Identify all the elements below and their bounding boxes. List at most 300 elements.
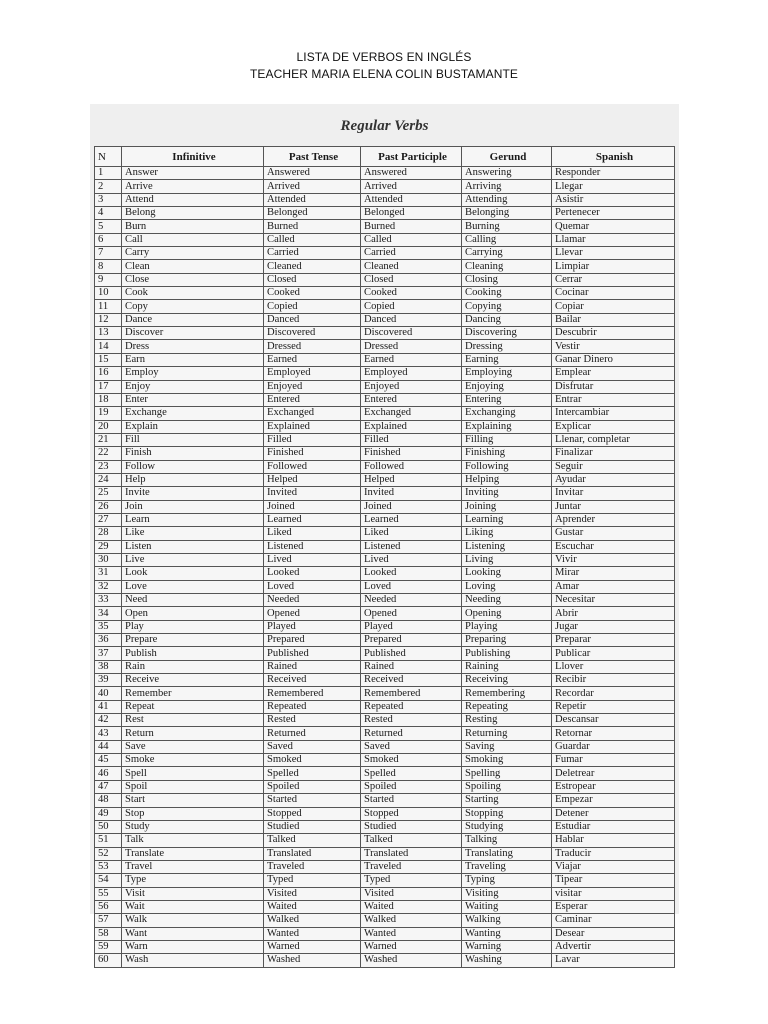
table-row (95, 473, 675, 486)
cell-past-tense: Called (264, 233, 361, 246)
table-row (95, 513, 675, 526)
cell-number: 39 (95, 674, 122, 687)
table-row (95, 353, 675, 366)
cell-number: 14 (95, 340, 122, 353)
cell-gerund: Dressing (462, 340, 552, 353)
table-row (95, 233, 675, 246)
table-row (95, 954, 675, 967)
cell-spanish: Necesitar (552, 594, 675, 607)
cell-past-participle: Belonged (361, 207, 462, 220)
cell-number: 40 (95, 687, 122, 700)
cell-gerund: Walking (462, 914, 552, 927)
cell-past-tense: Typed (264, 874, 361, 887)
cell-gerund: Earning (462, 353, 552, 366)
cell-infinitive: Burn (122, 220, 264, 233)
cell-infinitive: Rest (122, 714, 264, 727)
cell-infinitive: Close (122, 273, 264, 286)
cell-spanish: Jugar (552, 620, 675, 633)
cell-infinitive: Learn (122, 513, 264, 526)
cell-spanish: Seguir (552, 460, 675, 473)
cell-number: 51 (95, 834, 122, 847)
table-row (95, 460, 675, 473)
cell-past-tense: Danced (264, 313, 361, 326)
cell-past-tense: Prepared (264, 634, 361, 647)
cell-infinitive: Walk (122, 914, 264, 927)
table-row (95, 767, 675, 780)
cell-number: 16 (95, 367, 122, 380)
cell-infinitive: Belong (122, 207, 264, 220)
cell-past-participle: Arrived (361, 180, 462, 193)
table-row (95, 407, 675, 420)
cell-infinitive: Play (122, 620, 264, 633)
cell-infinitive: Live (122, 553, 264, 566)
cell-spanish: Mirar (552, 567, 675, 580)
cell-past-tense: Burned (264, 220, 361, 233)
cell-gerund: Waiting (462, 900, 552, 913)
table-row (95, 220, 675, 233)
cell-gerund: Finishing (462, 447, 552, 460)
cell-infinitive: Spell (122, 767, 264, 780)
cell-past-tense: Visited (264, 887, 361, 900)
table-row (95, 634, 675, 647)
cell-number: 50 (95, 820, 122, 833)
cell-past-tense: Joined (264, 500, 361, 513)
cell-gerund: Belonging (462, 207, 552, 220)
cell-past-participle: Copied (361, 300, 462, 313)
cell-gerund: Answering (462, 167, 552, 180)
column-header-infinitive: Infinitive (122, 147, 264, 167)
cell-spanish: Limpiar (552, 260, 675, 273)
cell-spanish: Llenar, completar (552, 433, 675, 446)
cell-infinitive: Join (122, 500, 264, 513)
cell-past-participle: Carried (361, 247, 462, 260)
cell-past-tense: Spelled (264, 767, 361, 780)
table-row (95, 487, 675, 500)
cell-number: 54 (95, 874, 122, 887)
cell-spanish: Abrir (552, 607, 675, 620)
cell-spanish: Copiar (552, 300, 675, 313)
cell-gerund: Looking (462, 567, 552, 580)
cell-infinitive: Fill (122, 433, 264, 446)
cell-number: 30 (95, 553, 122, 566)
table-row (95, 433, 675, 446)
cell-number: 33 (95, 594, 122, 607)
cell-gerund: Wanting (462, 927, 552, 940)
cell-spanish: Pertenecer (552, 207, 675, 220)
cell-spanish: Amar (552, 580, 675, 593)
cell-gerund: Dancing (462, 313, 552, 326)
cell-past-participle: Followed (361, 460, 462, 473)
table-header-row (95, 147, 675, 167)
cell-gerund: Visiting (462, 887, 552, 900)
cell-gerund: Smoking (462, 754, 552, 767)
cell-gerund: Carrying (462, 247, 552, 260)
cell-spanish: Lavar (552, 954, 675, 967)
cell-infinitive: Prepare (122, 634, 264, 647)
cell-spanish: Emplear (552, 367, 675, 380)
cell-gerund: Spoiling (462, 780, 552, 793)
cell-number: 53 (95, 860, 122, 873)
cell-past-participle: Repeated (361, 700, 462, 713)
cell-past-tense: Smoked (264, 754, 361, 767)
cell-infinitive: Help (122, 473, 264, 486)
cell-spanish: Cocinar (552, 287, 675, 300)
cell-gerund: Liking (462, 527, 552, 540)
cell-past-participle: Walked (361, 914, 462, 927)
cell-past-tense: Enjoyed (264, 380, 361, 393)
cell-number: 38 (95, 660, 122, 673)
cell-number: 21 (95, 433, 122, 446)
cell-past-tense: Looked (264, 567, 361, 580)
cell-spanish: Esperar (552, 900, 675, 913)
table-row (95, 580, 675, 593)
cell-gerund: Attending (462, 193, 552, 206)
cell-gerund: Entering (462, 393, 552, 406)
cell-past-participle: Earned (361, 353, 462, 366)
cell-past-tense: Employed (264, 367, 361, 380)
cell-infinitive: Listen (122, 540, 264, 553)
table-row (95, 380, 675, 393)
cell-past-tense: Loved (264, 580, 361, 593)
cell-infinitive: Dance (122, 313, 264, 326)
table-row (95, 820, 675, 833)
cell-spanish: Bailar (552, 313, 675, 326)
cell-spanish: Escuchar (552, 540, 675, 553)
cell-past-participle: Needed (361, 594, 462, 607)
cell-number: 48 (95, 794, 122, 807)
cell-number: 4 (95, 207, 122, 220)
cell-infinitive: Look (122, 567, 264, 580)
cell-infinitive: Clean (122, 260, 264, 273)
cell-number: 19 (95, 407, 122, 420)
cell-number: 47 (95, 780, 122, 793)
cell-infinitive: Publish (122, 647, 264, 660)
cell-number: 25 (95, 487, 122, 500)
cell-past-tense: Dressed (264, 340, 361, 353)
cell-spanish: Llevar (552, 247, 675, 260)
cell-number: 3 (95, 193, 122, 206)
cell-infinitive: Repeat (122, 700, 264, 713)
cell-number: 60 (95, 954, 122, 967)
table-row (95, 714, 675, 727)
cell-number: 27 (95, 513, 122, 526)
cell-spanish: Quemar (552, 220, 675, 233)
column-header-past-tense: Past Tense (264, 147, 361, 167)
cell-past-participle: Discovered (361, 327, 462, 340)
cell-past-tense: Learned (264, 513, 361, 526)
cell-past-tense: Entered (264, 393, 361, 406)
cell-infinitive: Study (122, 820, 264, 833)
cell-past-participle: Remembered (361, 687, 462, 700)
cell-past-participle: Attended (361, 193, 462, 206)
cell-infinitive: Attend (122, 193, 264, 206)
cell-spanish: Cerrar (552, 273, 675, 286)
cell-number: 7 (95, 247, 122, 260)
cell-past-participle: Explained (361, 420, 462, 433)
cell-number: 8 (95, 260, 122, 273)
cell-past-participle: Washed (361, 954, 462, 967)
cell-past-participle: Invited (361, 487, 462, 500)
cell-gerund: Warning (462, 940, 552, 953)
table-row (95, 313, 675, 326)
cell-past-participle: Learned (361, 513, 462, 526)
cell-spanish: Explicar (552, 420, 675, 433)
cell-past-participle: Looked (361, 567, 462, 580)
cell-number: 43 (95, 727, 122, 740)
cell-number: 37 (95, 647, 122, 660)
cell-spanish: Retornar (552, 727, 675, 740)
cell-infinitive: Type (122, 874, 264, 887)
table-row (95, 180, 675, 193)
table-row (95, 927, 675, 940)
cell-gerund: Playing (462, 620, 552, 633)
cell-number: 6 (95, 233, 122, 246)
table-row (95, 367, 675, 380)
cell-gerund: Saving (462, 740, 552, 753)
cell-number: 22 (95, 447, 122, 460)
cell-past-tense: Exchanged (264, 407, 361, 420)
cell-gerund: Starting (462, 794, 552, 807)
cell-number: 24 (95, 473, 122, 486)
table-row (95, 540, 675, 553)
table-row (95, 647, 675, 660)
cell-gerund: Preparing (462, 634, 552, 647)
table-row (95, 687, 675, 700)
cell-past-participle: Received (361, 674, 462, 687)
cell-spanish: Tipear (552, 874, 675, 887)
cell-past-participle: Spelled (361, 767, 462, 780)
table-row (95, 887, 675, 900)
cell-past-tense: Listened (264, 540, 361, 553)
cell-gerund: Publishing (462, 647, 552, 660)
cell-past-participle: Started (361, 794, 462, 807)
cell-past-tense: Earned (264, 353, 361, 366)
cell-past-participle: Returned (361, 727, 462, 740)
cell-gerund: Copying (462, 300, 552, 313)
table-row (95, 660, 675, 673)
table-row (95, 567, 675, 580)
table-row (95, 847, 675, 860)
cell-number: 18 (95, 393, 122, 406)
cell-past-participle: Burned (361, 220, 462, 233)
cell-past-tense: Translated (264, 847, 361, 860)
cell-gerund: Repeating (462, 700, 552, 713)
cell-past-tense: Helped (264, 473, 361, 486)
table-row (95, 914, 675, 927)
cell-spanish: Advertir (552, 940, 675, 953)
table-row (95, 340, 675, 353)
cell-spanish: Publicar (552, 647, 675, 660)
cell-past-tense: Belonged (264, 207, 361, 220)
cell-infinitive: Finish (122, 447, 264, 460)
cell-past-tense: Washed (264, 954, 361, 967)
cell-infinitive: Warn (122, 940, 264, 953)
cell-past-participle: Helped (361, 473, 462, 486)
cell-spanish: Preparar (552, 634, 675, 647)
cell-spanish: Ayudar (552, 473, 675, 486)
cell-spanish: Traducir (552, 847, 675, 860)
cell-past-participle: Waited (361, 900, 462, 913)
cell-past-participle: Spoiled (361, 780, 462, 793)
cell-infinitive: Travel (122, 860, 264, 873)
cell-spanish: Entrar (552, 393, 675, 406)
cell-spanish: Guardar (552, 740, 675, 753)
cell-spanish: Asistir (552, 193, 675, 206)
cell-infinitive: Receive (122, 674, 264, 687)
cell-infinitive: Wait (122, 900, 264, 913)
cell-number: 11 (95, 300, 122, 313)
cell-gerund: Helping (462, 473, 552, 486)
table-row (95, 287, 675, 300)
cell-past-tense: Traveled (264, 860, 361, 873)
cell-gerund: Traveling (462, 860, 552, 873)
cell-past-tense: Repeated (264, 700, 361, 713)
cell-number: 42 (95, 714, 122, 727)
cell-spanish: Vivir (552, 553, 675, 566)
cell-gerund: Typing (462, 874, 552, 887)
cell-number: 46 (95, 767, 122, 780)
cell-spanish: Recibir (552, 674, 675, 687)
cell-spanish: Finalizar (552, 447, 675, 460)
table-row (95, 794, 675, 807)
cell-spanish: Deletrear (552, 767, 675, 780)
regular-verbs-table (94, 146, 675, 968)
table-row (95, 260, 675, 273)
cell-past-participle: Typed (361, 874, 462, 887)
cell-spanish: Invitar (552, 487, 675, 500)
cell-past-tense: Discovered (264, 327, 361, 340)
document-header (0, 0, 768, 83)
cell-number: 52 (95, 847, 122, 860)
table-row (95, 807, 675, 820)
cell-gerund: Exchanging (462, 407, 552, 420)
table-row (95, 447, 675, 460)
cell-infinitive: Smoke (122, 754, 264, 767)
table-row (95, 594, 675, 607)
cell-gerund: Returning (462, 727, 552, 740)
cell-spanish: visitar (552, 887, 675, 900)
cell-infinitive: Rain (122, 660, 264, 673)
cell-past-participle: Employed (361, 367, 462, 380)
cell-past-tense: Started (264, 794, 361, 807)
cell-number: 35 (95, 620, 122, 633)
cell-spanish: Juntar (552, 500, 675, 513)
cell-past-participle: Danced (361, 313, 462, 326)
cell-past-tense: Wanted (264, 927, 361, 940)
cell-past-participle: Saved (361, 740, 462, 753)
cell-gerund: Cleaning (462, 260, 552, 273)
cell-number: 28 (95, 527, 122, 540)
cell-spanish: Llegar (552, 180, 675, 193)
cell-infinitive: Earn (122, 353, 264, 366)
cell-spanish: Aprender (552, 513, 675, 526)
cell-infinitive: Employ (122, 367, 264, 380)
cell-gerund: Employing (462, 367, 552, 380)
table-row (95, 620, 675, 633)
regular-verbs-image (90, 104, 679, 966)
table-row (95, 500, 675, 513)
cell-infinitive: Want (122, 927, 264, 940)
cell-past-participle: Wanted (361, 927, 462, 940)
table-row (95, 247, 675, 260)
cell-past-tense: Played (264, 620, 361, 633)
cell-spanish: Repetir (552, 700, 675, 713)
cell-gerund: Closing (462, 273, 552, 286)
cell-past-participle: Visited (361, 887, 462, 900)
table-row (95, 754, 675, 767)
cell-infinitive: Stop (122, 807, 264, 820)
cell-past-tense: Finished (264, 447, 361, 460)
cell-infinitive: Like (122, 527, 264, 540)
cell-infinitive: Dress (122, 340, 264, 353)
cell-spanish: Vestir (552, 340, 675, 353)
cell-past-tense: Cleaned (264, 260, 361, 273)
cell-spanish: Recordar (552, 687, 675, 700)
cell-past-tense: Waited (264, 900, 361, 913)
cell-past-participle: Prepared (361, 634, 462, 647)
cell-past-participle: Studied (361, 820, 462, 833)
cell-gerund: Cooking (462, 287, 552, 300)
cell-past-participle: Enjoyed (361, 380, 462, 393)
cell-gerund: Studying (462, 820, 552, 833)
cell-infinitive: Copy (122, 300, 264, 313)
cell-number: 12 (95, 313, 122, 326)
cell-past-participle: Finished (361, 447, 462, 460)
cell-past-participle: Cooked (361, 287, 462, 300)
cell-infinitive: Spoil (122, 780, 264, 793)
cell-gerund: Discovering (462, 327, 552, 340)
cell-infinitive: Cook (122, 287, 264, 300)
cell-infinitive: Start (122, 794, 264, 807)
cell-gerund: Living (462, 553, 552, 566)
cell-number: 29 (95, 540, 122, 553)
cell-past-participle: Published (361, 647, 462, 660)
cell-infinitive: Need (122, 594, 264, 607)
cell-number: 17 (95, 380, 122, 393)
cell-past-tense: Received (264, 674, 361, 687)
cell-number: 9 (95, 273, 122, 286)
cell-gerund: Joining (462, 500, 552, 513)
cell-infinitive: Translate (122, 847, 264, 860)
cell-spanish: Caminar (552, 914, 675, 927)
cell-past-participle: Dressed (361, 340, 462, 353)
cell-number: 56 (95, 900, 122, 913)
cell-spanish: Estudiar (552, 820, 675, 833)
cell-past-tense: Copied (264, 300, 361, 313)
cell-past-tense: Returned (264, 727, 361, 740)
cell-number: 15 (95, 353, 122, 366)
cell-spanish: Empezar (552, 794, 675, 807)
cell-number: 2 (95, 180, 122, 193)
cell-gerund: Enjoying (462, 380, 552, 393)
cell-past-participle: Traveled (361, 860, 462, 873)
cell-past-participle: Talked (361, 834, 462, 847)
table-row (95, 167, 675, 180)
table-row (95, 740, 675, 753)
cell-number: 32 (95, 580, 122, 593)
cell-spanish: Llamar (552, 233, 675, 246)
cell-number: 49 (95, 807, 122, 820)
cell-gerund: Learning (462, 513, 552, 526)
cell-gerund: Explaining (462, 420, 552, 433)
cell-infinitive: Carry (122, 247, 264, 260)
cell-past-participle: Translated (361, 847, 462, 860)
cell-number: 59 (95, 940, 122, 953)
cell-gerund: Needing (462, 594, 552, 607)
cell-infinitive: Answer (122, 167, 264, 180)
table-row (95, 207, 675, 220)
cell-infinitive: Wash (122, 954, 264, 967)
